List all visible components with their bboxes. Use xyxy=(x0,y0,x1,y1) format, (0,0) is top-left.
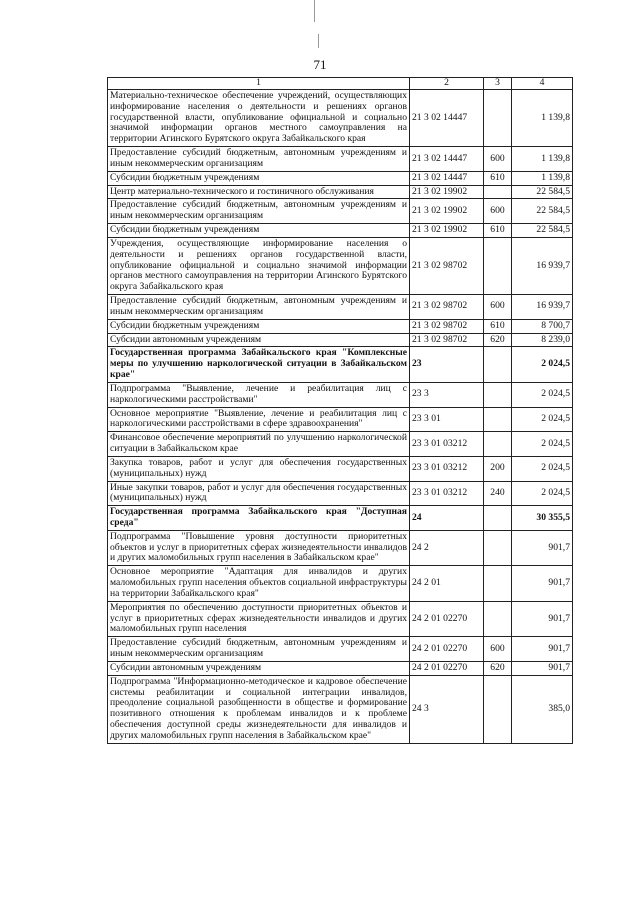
row-code: 24 2 01 02270 xyxy=(410,601,484,636)
row-expense-kind: 600 xyxy=(484,147,512,172)
row-name: Государственная программа Забайкальского края "Доступная среда" xyxy=(108,506,410,531)
row-name: Закупка товаров, работ и услуг для обеспечения государственных (муниципальных) нужд xyxy=(108,456,410,481)
row-amount: 901,7 xyxy=(512,566,573,601)
row-amount: 8 239,0 xyxy=(512,333,573,347)
row-name: Иные закупки товаров, работ и услуг для обеспечения государственных (муниципальных) нужд xyxy=(108,481,410,506)
row-amount: 2 024,5 xyxy=(512,456,573,481)
row-expense-kind xyxy=(484,407,512,432)
table-row xyxy=(108,456,573,481)
row-expense-kind xyxy=(484,185,512,199)
table-row xyxy=(108,319,573,333)
row-expense-kind: 240 xyxy=(484,481,512,506)
row-expense-kind: 610 xyxy=(484,319,512,333)
row-code: 21 3 02 98702 xyxy=(410,319,484,333)
row-name: Государственная программа Забайкальского края "Комплексные меры по улучшению наркологической ситуации в Забайкальском крае" xyxy=(108,347,410,382)
row-amount: 385,0 xyxy=(512,675,573,743)
table-row xyxy=(108,171,573,185)
row-name: Мероприятия по обеспечению доступности приоритетных объектов и услуг в приоритетных сферах жизнедеятельности инвалидов и других маломобильных групп населения xyxy=(108,601,410,636)
row-code: 23 3 01 03212 xyxy=(410,456,484,481)
table-row xyxy=(108,530,573,565)
scan-mark xyxy=(318,34,319,48)
row-expense-kind: 600 xyxy=(484,199,512,224)
table-row xyxy=(108,147,573,172)
budget-table xyxy=(107,77,573,744)
row-amount: 2 024,5 xyxy=(512,382,573,407)
row-name: Материально-техническое обеспечение учреждений, осуществляющих информирование населения о деятельности и решениях органов государственной власти, опубликование официальной и социально значимой информации органов местного самоуправления на территории Агинского Бурятского округа Забайкальского края xyxy=(108,90,410,147)
table-row xyxy=(108,333,573,347)
table-row xyxy=(108,90,573,147)
row-amount: 16 939,7 xyxy=(512,237,573,294)
header-col-4: 4 xyxy=(512,78,573,90)
row-name: Учреждения, осуществляющие информирование населения о деятельности и решениях органов государственной власти, опубликование официальной и социально значимой информации органов местного самоуправления на территории Агинского Бурятского округа Забайкальского края xyxy=(108,237,410,294)
row-amount: 22 584,5 xyxy=(512,199,573,224)
table-header-row xyxy=(108,78,573,90)
row-code: 21 3 02 14447 xyxy=(410,90,484,147)
row-expense-kind xyxy=(484,530,512,565)
row-expense-kind: 620 xyxy=(484,661,512,675)
row-name: Субсидии бюджетным учреждениям xyxy=(108,171,410,185)
row-code: 23 3 01 xyxy=(410,407,484,432)
row-amount: 1 139,8 xyxy=(512,90,573,147)
row-name: Субсидии автономным учреждениям xyxy=(108,661,410,675)
table-row xyxy=(108,675,573,743)
table-row xyxy=(108,224,573,238)
row-amount: 2 024,5 xyxy=(512,407,573,432)
row-expense-kind xyxy=(484,601,512,636)
row-expense-kind: 610 xyxy=(484,224,512,238)
row-name: Предоставление субсидий бюджетным, автономным учреждениям и иным некоммерческим организациям xyxy=(108,637,410,662)
row-expense-kind: 600 xyxy=(484,295,512,320)
row-amount: 2 024,5 xyxy=(512,432,573,457)
table-row xyxy=(108,506,573,531)
row-amount: 901,7 xyxy=(512,661,573,675)
table-row xyxy=(108,661,573,675)
row-expense-kind: 600 xyxy=(484,637,512,662)
row-amount: 22 584,5 xyxy=(512,185,573,199)
row-name: Предоставление субсидий бюджетным, автономным учреждениям и иным некоммерческим организациям xyxy=(108,147,410,172)
table-row xyxy=(108,407,573,432)
header-col-1: 1 xyxy=(108,78,410,90)
table-row xyxy=(108,295,573,320)
row-expense-kind: 610 xyxy=(484,171,512,185)
row-name: Подпрограмма "Информационно-методическое и кадровое обеспечение системы реабилитации и социальной интеграции инвалидов, преодоление социальной разобщенности в обществе и формирование позитивного отношения к проблемам инвалидов и к проблеме обеспечения доступной среды жизнедеятельности для инвалидов и других маломобильных групп населения в Забайкальском крае" xyxy=(108,675,410,743)
row-code: 24 2 01 02270 xyxy=(410,637,484,662)
row-code: 21 3 02 98702 xyxy=(410,237,484,294)
row-code: 24 2 01 xyxy=(410,566,484,601)
row-name: Основное мероприятие "Адаптация для инвалидов и других маломобильных групп населения объектов социальной инфраструктуры на территории Забайкальского края" xyxy=(108,566,410,601)
table-row xyxy=(108,199,573,224)
row-expense-kind xyxy=(484,566,512,601)
row-code: 23 3 xyxy=(410,382,484,407)
header-col-3: 3 xyxy=(484,78,512,90)
table-row xyxy=(108,347,573,382)
row-code: 24 2 xyxy=(410,530,484,565)
header-col-2: 2 xyxy=(410,78,484,90)
row-amount: 901,7 xyxy=(512,601,573,636)
row-expense-kind xyxy=(484,382,512,407)
row-code: 21 3 02 19902 xyxy=(410,199,484,224)
row-name: Субсидии автономным учреждениям xyxy=(108,333,410,347)
row-name: Предоставление субсидий бюджетным, автономным учреждениям и иным некоммерческим организациям xyxy=(108,199,410,224)
row-name: Финансовое обеспечение мероприятий по улучшению наркологической ситуации в Забайкальском крае xyxy=(108,432,410,457)
table-row xyxy=(108,566,573,601)
row-code: 23 3 01 03212 xyxy=(410,432,484,457)
row-amount: 1 139,8 xyxy=(512,171,573,185)
row-amount: 8 700,7 xyxy=(512,319,573,333)
row-amount: 2 024,5 xyxy=(512,481,573,506)
row-expense-kind xyxy=(484,675,512,743)
row-name: Подпрограмма "Выявление, лечение и реабилитация лиц с наркологическими расстройствами" xyxy=(108,382,410,407)
row-code: 21 3 02 14447 xyxy=(410,147,484,172)
row-amount: 901,7 xyxy=(512,530,573,565)
row-name: Субсидии бюджетным учреждениям xyxy=(108,224,410,238)
scan-mark xyxy=(314,0,315,22)
row-code: 24 2 01 02270 xyxy=(410,661,484,675)
row-expense-kind xyxy=(484,506,512,531)
table-row xyxy=(108,432,573,457)
table-row xyxy=(108,185,573,199)
row-expense-kind xyxy=(484,347,512,382)
row-expense-kind xyxy=(484,432,512,457)
row-amount: 1 139,8 xyxy=(512,147,573,172)
table-row xyxy=(108,382,573,407)
table-row xyxy=(108,637,573,662)
table-row xyxy=(108,237,573,294)
row-name: Центр материально-технического и гостиничного обслуживания xyxy=(108,185,410,199)
row-name: Основное мероприятие "Выявление, лечение и реабилитация лиц с наркологическими расстройствами в сфере здравоохранения" xyxy=(108,407,410,432)
row-amount: 30 355,5 xyxy=(512,506,573,531)
row-amount: 901,7 xyxy=(512,637,573,662)
row-code: 24 xyxy=(410,506,484,531)
row-name: Подпрограмма "Повышение уровня доступности приоритетных объектов и услуг в приоритетных сферах жизнедеятельности инвалидов и других маломобильных групп населения в Забайкальском крае" xyxy=(108,530,410,565)
row-amount: 22 584,5 xyxy=(512,224,573,238)
row-expense-kind xyxy=(484,237,512,294)
page-number: 71 xyxy=(313,57,327,72)
table-row xyxy=(108,601,573,636)
row-amount: 2 024,5 xyxy=(512,347,573,382)
row-code: 23 xyxy=(410,347,484,382)
row-expense-kind xyxy=(484,90,512,147)
row-code: 21 3 02 98702 xyxy=(410,333,484,347)
row-expense-kind: 200 xyxy=(484,456,512,481)
row-code: 21 3 02 14447 xyxy=(410,171,484,185)
table-row xyxy=(108,481,573,506)
row-code: 23 3 01 03212 xyxy=(410,481,484,506)
row-name: Субсидии бюджетным учреждениям xyxy=(108,319,410,333)
row-code: 21 3 02 98702 xyxy=(410,295,484,320)
row-amount: 16 939,7 xyxy=(512,295,573,320)
row-code: 21 3 02 19902 xyxy=(410,185,484,199)
row-code: 24 3 xyxy=(410,675,484,743)
row-code: 21 3 02 19902 xyxy=(410,224,484,238)
row-expense-kind: 620 xyxy=(484,333,512,347)
row-name: Предоставление субсидий бюджетным, автономным учреждениям и иным некоммерческим организациям xyxy=(108,295,410,320)
